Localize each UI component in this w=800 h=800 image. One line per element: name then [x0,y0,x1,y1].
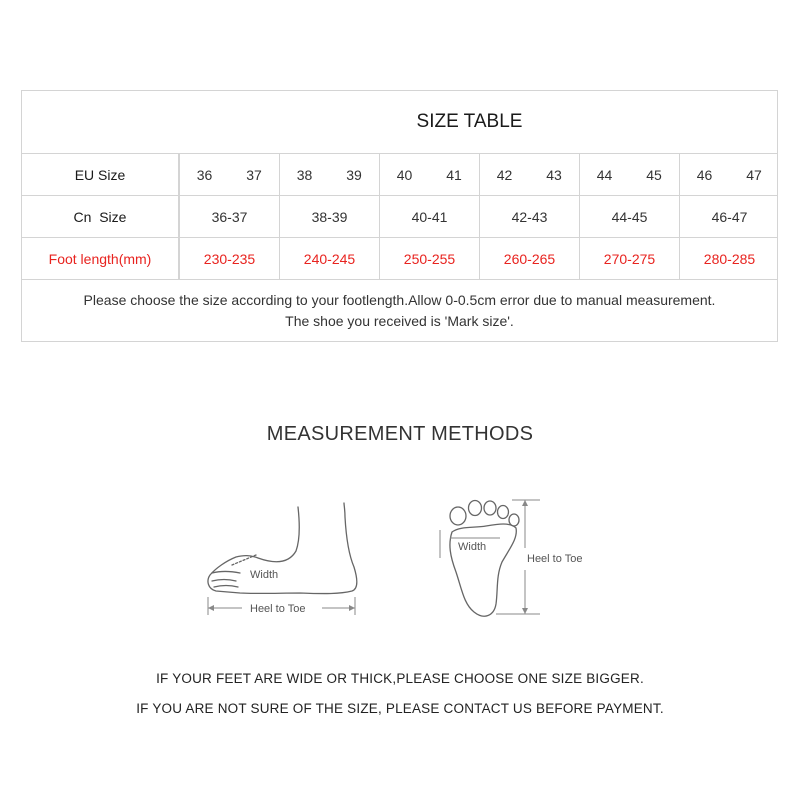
cn-size-cell: 46-47 [679,196,779,237]
size-note [22,280,777,342]
top-heel-to-toe-label: Heel to Toe [527,553,583,565]
foot-side-view-diagram [200,495,365,625]
eu-size-cell: 39 [346,166,362,183]
eu-size-row [22,154,777,196]
cn-size-cell: 36-37 [179,196,279,237]
foot-toe-1 [212,580,236,582]
tip-contact-us: IF YOU ARE NOT SURE OF THE SIZE, PLEASE CONTACT US BEFORE PAYMENT. [136,701,664,716]
foot-toe-2 [214,586,238,588]
eu-size-cell: 37 [246,166,262,183]
cn-size-row [22,196,777,238]
side-heel-to-toe-label: Heel to Toe [250,603,306,615]
foot-length-cell: 250-255 [379,238,479,279]
size-table [21,90,778,342]
foot-toes-line [212,572,240,574]
tip-wide-feet: IF YOUR FEET ARE WIDE OR THICK,PLEASE CHOOSE ONE SIZE BIGGER. [156,671,644,686]
eu-size-cell: 47 [746,166,762,183]
eu-size-cell: 45 [646,166,662,183]
size-table-title: SIZE TABLE [22,91,777,154]
top-width-label: Width [458,541,487,553]
eu-size-cell: 41 [446,166,462,183]
eu-size-cell: 36 [179,154,229,195]
cn-size-label: Cn Size [22,196,179,237]
cn-size-cell: 42-43 [479,196,579,237]
size-note-line-2: The shoe you received is 'Mark size'. [285,313,514,329]
cn-size-cell: 38-39 [279,196,379,237]
foot-length-cell: 230-235 [179,238,279,279]
foot-length-cell: 260-265 [479,238,579,279]
toe-5 [509,514,519,526]
size-note-line-1: Please choose the size according to your footlength.Allow 0-0.5cm error due to manual measurement. [83,292,716,308]
big-toe [450,507,466,525]
foot-top-view-diagram [430,492,610,622]
eu-size-cell: 40 [379,154,429,195]
eu-size-cell: 46 [679,154,729,195]
toe-3 [484,501,496,515]
eu-size-cell: 42 [479,154,529,195]
foot-length-cell: 280-285 [679,238,779,279]
toe-2 [469,501,482,516]
cn-size-cell: 44-45 [579,196,679,237]
cn-size-cell: 40-41 [379,196,479,237]
foot-length-cell: 270-275 [579,238,679,279]
measurement-methods-title: MEASUREMENT METHODS [266,423,534,445]
eu-size-label: EU Size [22,154,179,195]
eu-size-cell: 43 [546,166,562,183]
toe-4 [498,506,509,519]
foot-length-row [22,238,777,280]
side-width-label: Width [250,569,279,581]
eu-size-cell: 38 [279,154,329,195]
eu-size-cell: 44 [579,154,629,195]
foot-length-cell: 240-245 [279,238,379,279]
foot-length-label: Foot length(mm) [22,238,179,279]
